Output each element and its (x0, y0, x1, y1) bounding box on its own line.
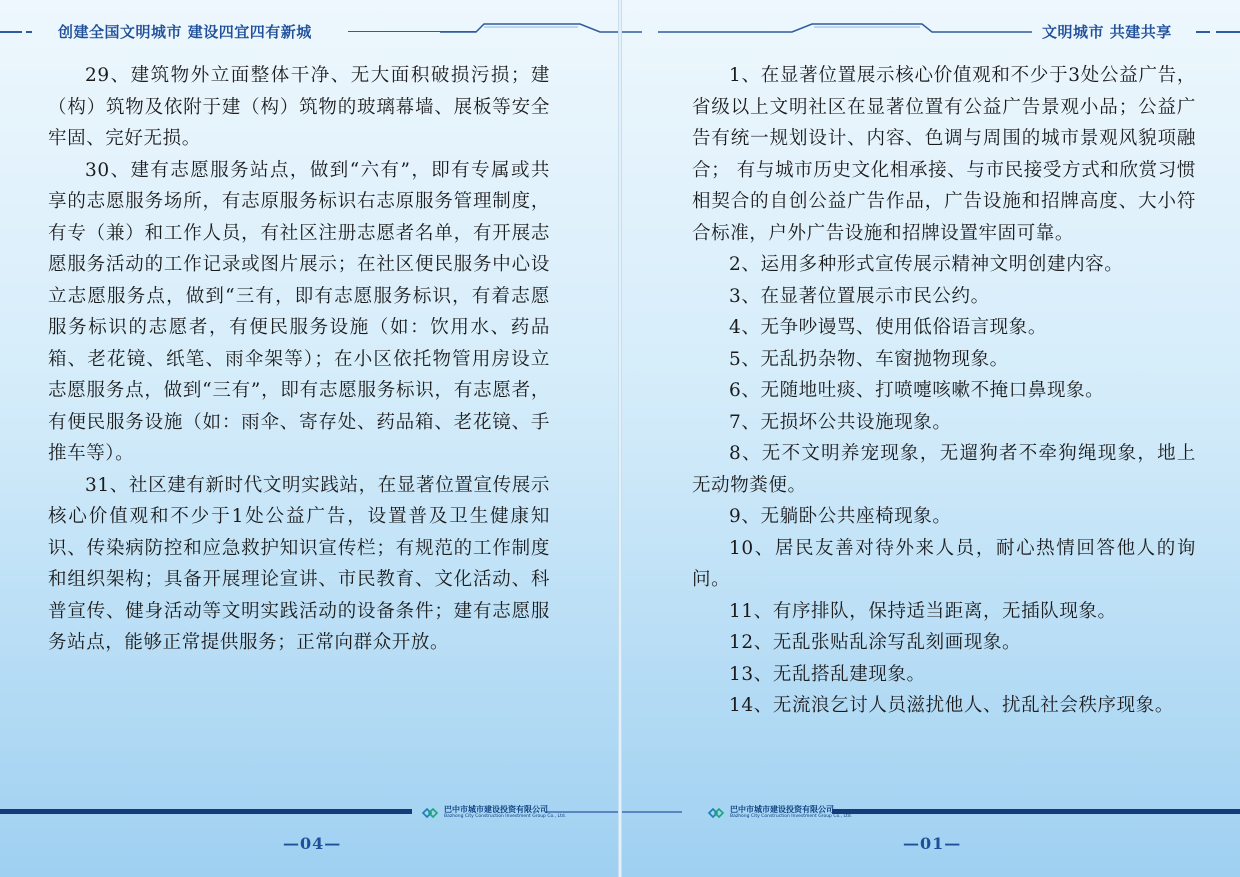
header-rule (0, 31, 22, 33)
item-7: 7、无损坏公共设施现象。 (729, 411, 952, 433)
item-10: 10、居民友善对待外来人员，耐心热情回答他人的询问。 (692, 537, 1196, 590)
logo-company-name: 巴中市城市建设投资有限公司 (730, 805, 834, 815)
logo-company-name-en: Bazhong City Construction Investment Group Co., Ltd. (444, 814, 566, 820)
item-3: 3、在显著位置展示市民公约。 (729, 285, 990, 307)
logo-company-name-en: Bazhong City Construction Investment Group Co., Ltd. (730, 814, 852, 820)
header-wave-ornament-icon (440, 18, 618, 46)
page-number: —04— (283, 834, 342, 853)
footer-bar-segment (622, 811, 682, 813)
left-body-text (48, 60, 550, 659)
item-2: 2、运用多种形式宣传展示精神文明创建内容。 (729, 254, 1124, 275)
company-logo-icon (706, 806, 726, 820)
company-logo (706, 806, 852, 820)
paragraph-29: 29、建筑物外立面整体干净、无大面积破损污损；建（构）筑物及依附于建（构）筑物的玻璃幕墙、展板等安全牢固、完好无损。 (48, 65, 550, 149)
left-header (0, 18, 618, 46)
item-4: 4、无争吵谩骂、使用低俗语言现象。 (729, 317, 1047, 338)
right-header (622, 18, 1240, 46)
item-1: 1、在显著位置展示核心价值观和不少于3处公益广告，省级以上文明社区在显著位置有公益广告景观小品；公益广告有统一规划设计、内容、色调与周围的城市景观风貌项融合； 有与城市历史文化相承接、与市民接受方式和欣赏习惯相契合的自创公益广告作品，广告设施和招牌高度、大小符合标准，户外广告设施和招牌设置牢固可靠。 (692, 65, 1196, 244)
footer-bar-segment (832, 809, 1240, 814)
header-rule (1196, 31, 1210, 33)
logo-company-name: 巴中市城市建设投资有限公司 (444, 805, 548, 815)
footer-bar-segment (0, 809, 412, 814)
header-wave-ornament-icon (622, 18, 1042, 46)
header-rule (26, 31, 32, 33)
item-6: 6、无随地吐痰、打喷嚏咳嗽不掩口鼻现象。 (729, 380, 1105, 401)
item-8: 8、无不文明养宠现象，无遛狗者不牵狗绳现象，地上无动物粪便。 (692, 443, 1196, 496)
right-page (622, 0, 1240, 877)
item-11: 11、有序排队，保持适当距离，无插队现象。 (729, 600, 1117, 622)
item-9: 9、无躺卧公共座椅现象。 (729, 506, 952, 527)
header-title: 创建全国文明城市 建设四宜四有新城 (58, 23, 312, 41)
left-page (0, 0, 618, 877)
item-12: 12、无乱张贴乱涂写乱刻画现象。 (729, 632, 1022, 653)
header-rule (1216, 31, 1240, 33)
company-logo (420, 806, 566, 820)
company-logo-icon (420, 806, 440, 820)
right-body-text (692, 60, 1196, 722)
paragraph-31: 31、社区建有新时代文明实践站，在显著位置宣传展示核心价值观和不少于1处公益广告，设置普及卫生健康知识、传染病防控和应急救护知识宣传栏；有规范的工作制度和组织架构；具备开展理论宣讲、市民教育、文化活动、科普宣传、健身活动等文明实践活动的设备条件；建有志愿服务站点，能够正常提供服务；正常向群众开放。 (48, 474, 550, 653)
page-number: —01— (903, 834, 962, 853)
item-14: 14、无流浪乞讨人员滋扰他人、扰乱社会秩序现象。 (729, 695, 1174, 716)
item-5: 5、无乱扔杂物、车窗抛物现象。 (729, 348, 1009, 370)
header-title: 文明城市 共建共享 (1042, 23, 1172, 41)
item-13: 13、无乱搭乱建现象。 (729, 663, 926, 685)
paragraph-30: 30、建有志愿服务站点，做到“六有”，即有专属或共享的志愿服务场所，有志原服务标识右志原服务管理制度，有专（兼）和工作人员，有社区注册志愿者名单，有开展志愿服务活动的工作记录或图片展示；在社区便民服务中心设立志愿服务点，做到“三有，即有志愿服务标识，有着志愿服务标识的志愿者，有便民服务设施（如：饮用水、药品箱、老花镜、纸笔、雨伞架等）；在小区依托物管用房设立志愿服务点，做到“三有”，即有志愿服务标识，有志愿者，有便民服务设施（如：雨伞、寄存处、药品箱、老花镜、手推车等）。 (48, 159, 550, 464)
